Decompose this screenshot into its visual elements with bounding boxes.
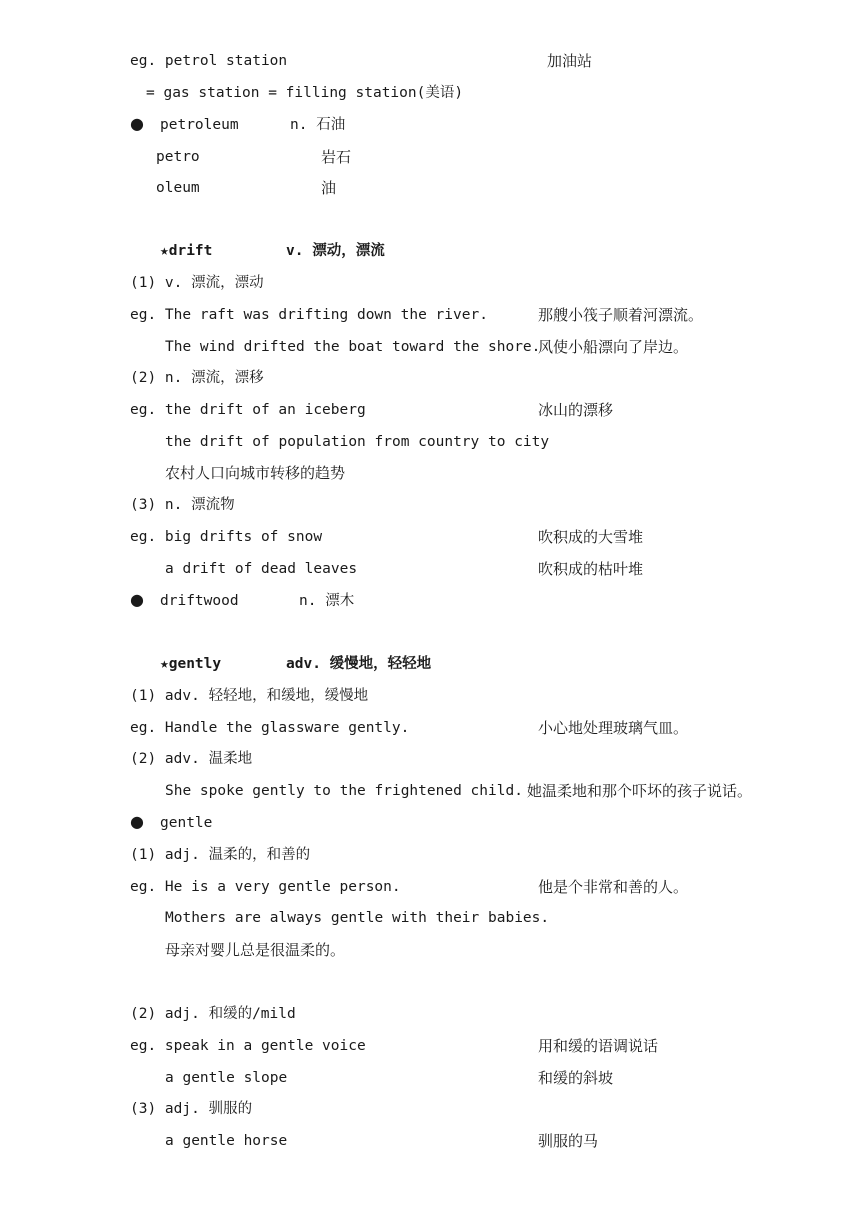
example-text: The wind drifted the boat toward the shore.: [165, 339, 541, 355]
example-translation: 风使小船漂向了岸边。: [538, 338, 689, 356]
sense-line: (2) n. 漂流，漂移: [130, 370, 264, 386]
example-translation: 用和缓的语调说话: [538, 1037, 659, 1055]
example-text: She spoke gently to the frightened child.: [165, 783, 523, 799]
example-translation: 她温柔地和那个吓坏的孩子说话。: [527, 782, 753, 800]
word-root-meaning: 岩石: [321, 148, 352, 166]
example-text: a gentle slope: [165, 1070, 288, 1086]
example-translation: 和缓的斜坡: [538, 1069, 614, 1087]
sense-line: (1) adj. 温柔的，和善的: [130, 847, 311, 863]
sense-line: (3) adj. 驯服的: [130, 1101, 253, 1117]
example-text: eg. He is a very gentle person.: [130, 879, 401, 895]
bullet-word: driftwood: [160, 593, 239, 609]
synonym-line: = gas station = filling station(美语): [146, 85, 464, 101]
example-translation: 那艘小筏子顺着河漂流。: [538, 306, 704, 324]
word-root-meaning: 油: [321, 179, 337, 197]
word-root: petro: [156, 149, 200, 165]
entry-heading-definition: v. 漂动，漂流: [286, 243, 385, 259]
example-text: a gentle horse: [165, 1133, 288, 1149]
example-text: the drift of population from country to city: [165, 434, 550, 450]
example-translation: 吹积成的枯叶堆: [538, 560, 644, 578]
example-translation: 母亲对婴儿总是很温柔的。: [165, 941, 346, 959]
entry-heading-definition: adv. 缓慢地，轻轻地: [286, 656, 432, 672]
entry-heading-word: ★drift: [160, 243, 213, 259]
example-text: eg. petrol station: [130, 53, 288, 69]
example-text: Mothers are always gentle with their babies.: [165, 910, 550, 926]
sense-line: (1) adv. 轻轻地，和缓地，缓慢地: [130, 688, 369, 704]
bullet-word: gentle: [160, 815, 213, 831]
entry-heading-word: ★gently: [160, 656, 222, 672]
sense-line: (2) adv. 温柔地: [130, 751, 253, 767]
example-text: eg. speak in a gentle voice: [130, 1038, 366, 1054]
example-translation: 他是个非常和善的人。: [538, 878, 689, 896]
example-translation: 冰山的漂移: [538, 401, 614, 419]
example-translation: 小心地处理玻璃气皿。: [538, 719, 689, 737]
sense-line: (3) n. 漂流物: [130, 497, 235, 513]
bullet-icon: ●: [130, 590, 144, 609]
bullet-pos: n. 漂木: [299, 593, 355, 609]
word-root: oleum: [156, 180, 200, 196]
bullet-word: petroleum: [160, 117, 239, 133]
example-text: eg. The raft was drifting down the river.: [130, 307, 488, 323]
example-text: eg. big drifts of snow: [130, 529, 323, 545]
sense-line: (1) v. 漂流，漂动: [130, 275, 264, 291]
example-text: a drift of dead leaves: [165, 561, 358, 577]
example-text: eg. the drift of an iceberg: [130, 402, 366, 418]
bullet-icon: ●: [130, 114, 144, 133]
sense-line: (2) adj. 和缓的/mild: [130, 1006, 296, 1022]
example-translation: 农村人口向城市转移的趋势: [165, 464, 346, 482]
example-text: eg. Handle the glassware gently.: [130, 720, 410, 736]
example-translation: 驯服的马: [538, 1132, 599, 1150]
example-translation: 吹积成的大雪堆: [538, 528, 644, 546]
bullet-pos: n. 石油: [290, 117, 346, 133]
bullet-icon: ●: [130, 812, 144, 831]
example-translation: 加油站: [547, 52, 593, 70]
